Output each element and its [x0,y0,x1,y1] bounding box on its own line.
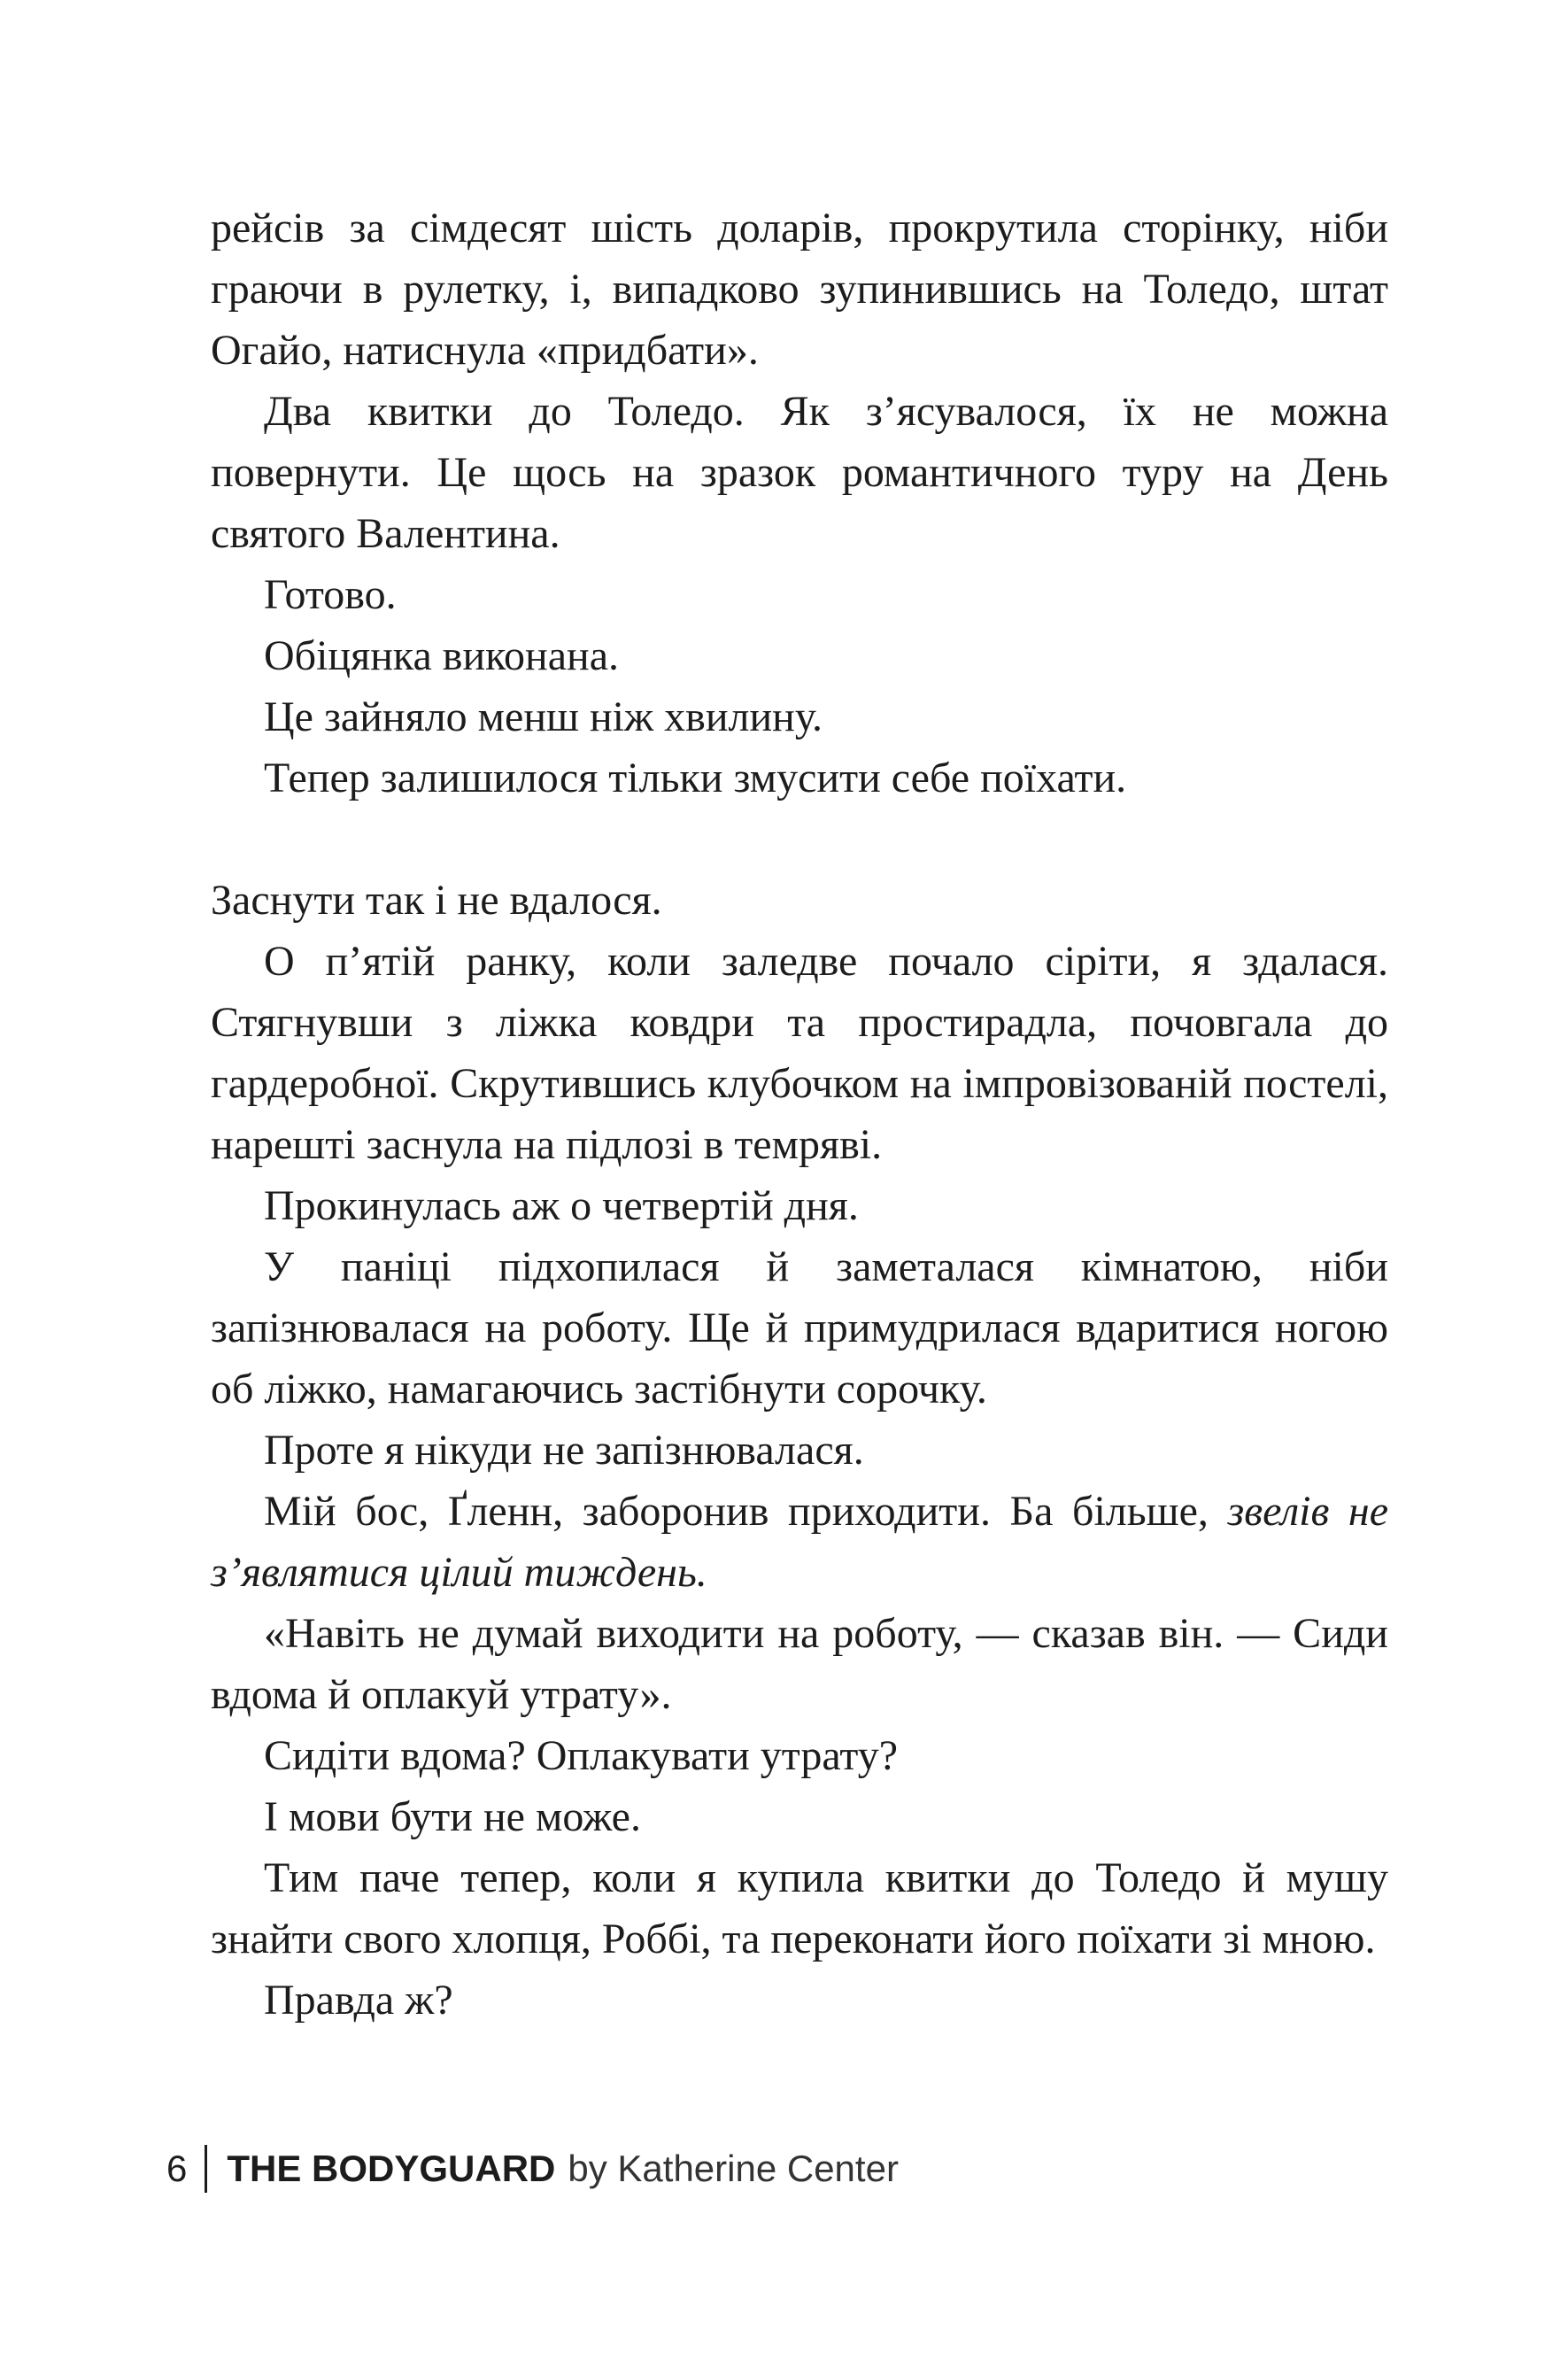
paragraph: Прокинулась аж о четвертій дня. [264,1182,859,1229]
paragraph: рейсів за сімдесят шість доларів, прокрутила сторінку, ніби граючи в рулетку, і, випадково зупинившись на Толедо, штат Огайо, натиснула «придбати». [211,205,1388,374]
author-byline: by Katherine Center [568,2148,899,2189]
paragraph: Це зайняло менш ніж хвилину. [264,693,823,740]
paragraph: Готово. [264,571,397,618]
paragraph: Тепер залишилося тільки змусити себе поїхати. [264,755,1127,801]
paragraph-with-italic [211,1481,1388,1603]
paragraph: Заснути так і не вдалося. [211,877,662,924]
footer-divider [205,2145,207,2193]
section-break [211,809,1388,870]
italic-text: звелів не з’являтися цілий тиждень. [211,1488,1389,1596]
paragraph-text: Мій бос, Ґленн, заборонив приходити. Ба більше, [264,1488,1228,1535]
book-title: THE BODYGUARD [227,2148,556,2189]
paragraph: О п’ятій ранку, коли заледве почало сіріти, я здалася. Стягнувши з ліжка ковдри та простирадла, почовгала до гардеробної. Скрутившись клубочком на імпровізованій постелі, нарешті заснула на підлозі в темряві. [211,938,1388,1168]
body-text [211,197,1388,2031]
page-number: 6 [166,2148,188,2189]
paragraph: Два квитки до Толедо. Як з’ясувалося, їх не можна повернути. Це щось на зразок романтичного туру на День святого Валентина. [211,388,1388,557]
paragraph: Сидіти вдома? Оплакувати утрату? [264,1732,899,1779]
paragraph: Правда ж? [264,1977,453,2024]
paragraph: У паніці підхопилася й заметалася кімнатою, ніби запізнювалася на роботу. Ще й примудрилася вдаритися ногою об ліжко, намагаючись застібнути сорочку. [211,1243,1388,1413]
page-footer [166,2138,899,2200]
paragraph: Тим паче тепер, коли я купила квитки до Толедо й мушу знайти свого хлопця, Роббі, та переконати його поїхати зі мною. [211,1854,1388,1962]
paragraph: І мови бути не може. [264,1793,641,1840]
paragraph: Обіцянка виконана. [264,632,619,679]
paragraph: Проте я нікуди не запізнювалася. [264,1427,864,1474]
paragraph: «Навіть не думай виходити на роботу, — сказав він. — Сиди вдома й оплакуй утрату». [211,1610,1388,1718]
